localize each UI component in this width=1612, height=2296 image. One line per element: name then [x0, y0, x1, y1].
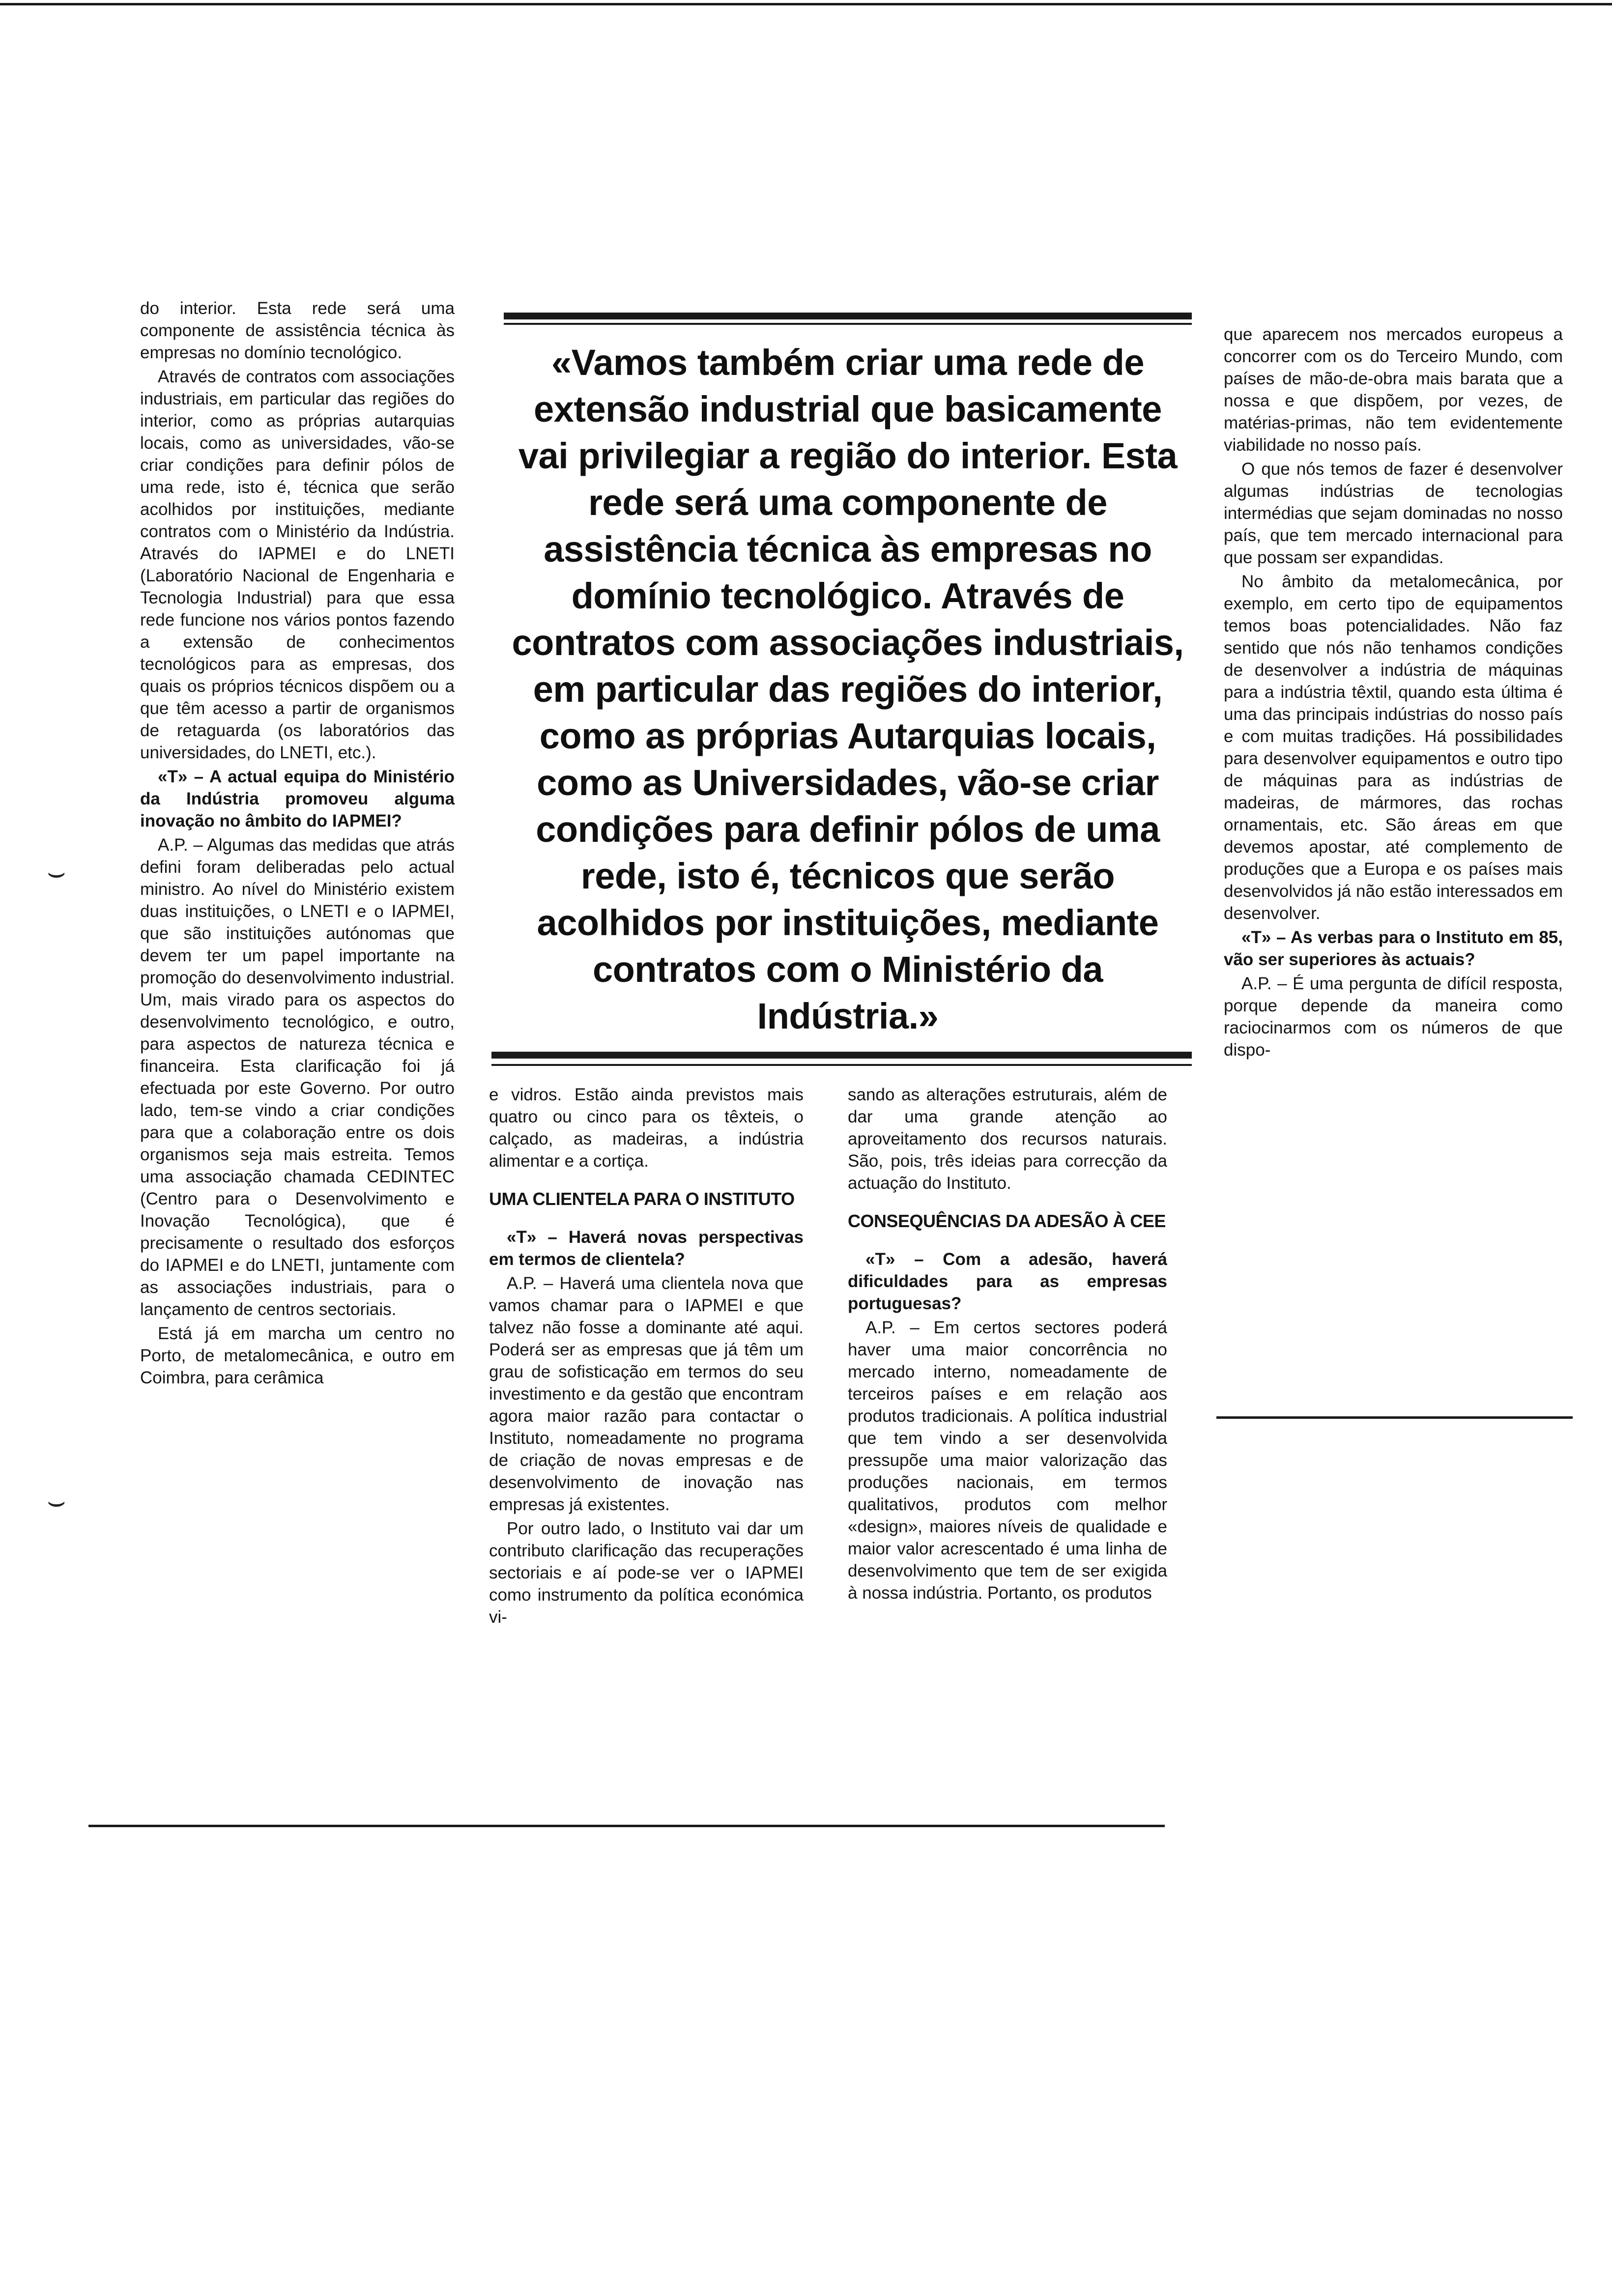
margin-mark: ⌣: [47, 1484, 66, 1519]
paragraph: Por outro lado, o Instituto vai dar um contributo clarificação das recuperações sectoriais e aí pode-se ver o IAPMEI como instrumento da política económica vi-: [489, 1519, 804, 1627]
margin-mark: ⌣: [47, 855, 66, 890]
section-heading: CONSEQUÊNCIAS DA ADESÃO À CEE: [848, 1211, 1166, 1231]
interview-question: «T» – A actual equipa do Ministério da Indústria promoveu alguma inovação no âmbito do IAPMEI?: [140, 767, 455, 831]
interview-question: «T» – Com a adesão, haverá dificuldades para as empresas portuguesas?: [848, 1250, 1167, 1313]
paragraph: Através de contratos com associações industriais, em particular das regiões do interior, como as próprias autarquias locais, como as universidades, vão-se criar condições para definir pólos de uma rede, isto é, técnica que serão acolhidos por instituições, mediante contratos com o Ministério da Indústria. Através do IAPMEI e do LNETI (Laboratório Nacional de Engenharia e Tecnologia Industrial) para que essa rede funcione nos vários pontos fazendo a extensão de conhecimentos tecnológicos para as empresas, dos quais os próprios técnicos dispõem ou a que têm acesso a partir de organismos de retaguarda (os laboratórios das universidades, do LNETI, etc.).: [140, 367, 455, 762]
pull-quote-bottom-rule-thin: [491, 1064, 1192, 1066]
interview-answer: A.P. – É uma pergunta de difícil resposta, porque depende da maneira como raciocinarmos com os números de que dispo-: [1224, 974, 1563, 1060]
pull-quote: «Vamos também criar uma rede de extensão industrial que basicamente vai privilegiar a região do interior. Esta rede será uma componente de assistência técnica às empresas no domínio tecnológico. Através de contratos com associações industriais, em particular das regiões do interior, como as próprias Autarquias locais, como as Universidades, vão-se criar condições para definir pólos de uma rede, isto é, técnicos que serão acolhidos por instituições, mediante contratos com o Ministério da Indústria.»: [512, 342, 1184, 1036]
paragraph: sando as alterações estruturais, além de dar uma grande atenção ao aproveitamento dos recursos naturais. São, pois, três ideias para correcção da actuação do Instituto.: [848, 1085, 1167, 1193]
pull-quote-top-rule-thin: [504, 323, 1192, 325]
pull-quote-top-rule: [504, 313, 1192, 319]
paragraph: e vidros. Estão ainda previstos mais quatro ou cinco para os têxteis, o calçado, as madeiras, a indústria alimentar e a cortiça.: [489, 1085, 804, 1171]
pull-quote-bottom-rule: [491, 1052, 1192, 1059]
section-heading: UMA CLIENTELA PARA O INSTITUTO: [489, 1189, 795, 1209]
paragraph: Está já em marcha um centro no Porto, de metalomecânica, e outro em Coimbra, para cerâmica: [140, 1324, 455, 1387]
paragraph: que aparecem nos mercados europeus a concorrer com os do Terceiro Mundo, com países de mão-de-obra mais barata que a nossa e que dispõem, por vezes, de matérias-primas, não tem evidentemente viabilidade no nosso país.: [1224, 325, 1563, 455]
page-top-border: [0, 3, 1612, 5]
paragraph: O que nós temos de fazer é desenvolver algumas indústrias de tecnologias intermédias que sejam dominadas no nosso país, que tem mercado internacional para que possam ser expandidas.: [1224, 459, 1563, 567]
interview-answer: A.P. – Algumas das medidas que atrás defini foram deliberadas pelo actual ministro. Ao nível do Ministério existem duas instituições, o LNETI e o IAPMEI, que são instituições autónomas que devem ter um papel importante na promoção do desenvolvimento industrial. Um, mais virado para os aspectos do desenvolvimento tecnológico, e outro, para aspectos de natureza técnica e financeira. Esta clarificação foi já efectuada por este Governo. Por outro lado, tem-se vindo a criar condições para que a colaboração entre os dois organismos seja mais estreita. Temos uma associação chamada CEDINTEC (Centro para o Desenvolvimento e Inovação Tecnológica), que é precisamente o resultado dos esforços do IAPMEI e do LNETI, juntamente com as associações industriais, para o lançamento de centros sectoriais.: [140, 835, 455, 1319]
article-column-4: [1224, 323, 1563, 1063]
interview-question: «T» – Haverá novas perspectivas em termos de clientela?: [489, 1228, 804, 1269]
paragraph: do interior. Esta rede será uma componente de assistência técnica às empresas no domínio tecnológico.: [140, 299, 455, 362]
interview-question: «T» – As verbas para o Instituto em 85, vão ser superiores às actuais?: [1224, 928, 1563, 969]
interview-answer: A.P. – Haverá uma clientela nova que vamos chamar para o IAPMEI e que talvez não fosse a dominante até aqui. Poderá ser as empresas que já têm um grau de sofisticação em termos do seu investimento e da gestão que encontram agora maior razão para contactar o Instituto, nomeadamente no programa de criação de novas empresas e de desenvolvimento de inovação nas empresas já existentes.: [489, 1274, 804, 1514]
article-column-2: [489, 1084, 804, 1630]
interview-answer: A.P. – Em certos sectores poderá haver uma maior concorrência no mercado interno, nomeadamente de terceiros países e em relação aos produtos tradicionais. A política industrial que tem vindo a ser desenvolvida pressupõe uma maior valorização das produções nacionais, em termos qualitativos, produtos com melhor «design», maiores níveis de qualidade e maior valor acrescentado é uma linha de desenvolvimento que tem de ser exigida à nossa indústria. Portanto, os produtos: [848, 1318, 1167, 1603]
article-column-1: [140, 297, 455, 1391]
column-end-rule: [1216, 1416, 1573, 1419]
article-bottom-rule: [88, 1825, 1165, 1827]
article-column-3: [848, 1084, 1167, 1606]
paragraph: No âmbito da metalomecânica, por exemplo, em certo tipo de equipamentos temos boas potencialidades. Não faz sentido que nós não tenhamos condições de desenvolver a indústria de máquinas para a indústria têxtil, quando esta última é uma das principais indústrias do nosso país e com muitas tradições. Há possibilidades para desenvolver equipamentos e outro tipo de máquinas para as indústrias de madeiras, de mármores, das rochas ornamentais, etc. São áreas em que devemos apostar, até complemento de produções que a Europa e os países mais desenvolvidos já não estão interessados em desenvolver.: [1224, 572, 1563, 923]
